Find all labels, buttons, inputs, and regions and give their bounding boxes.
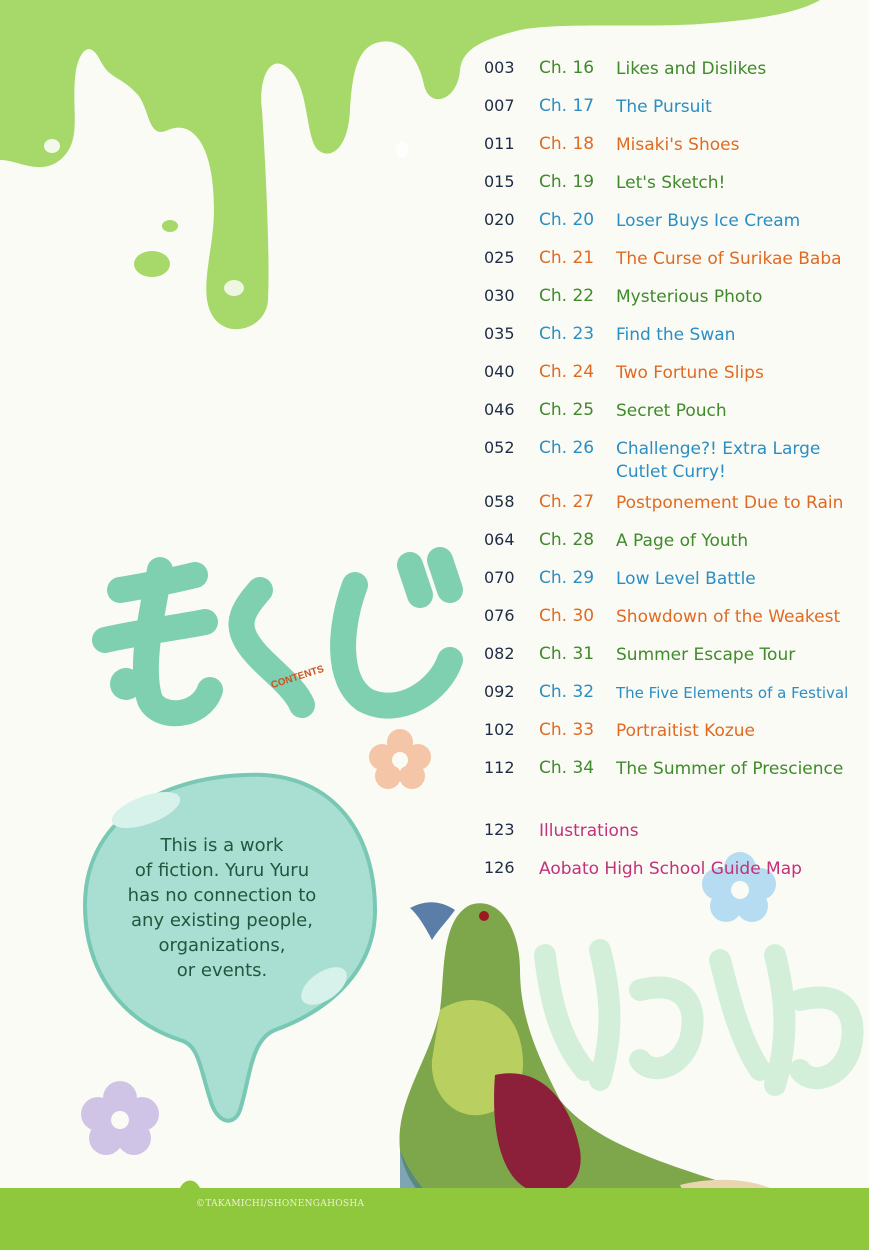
toc-page-number: 092 <box>484 682 515 701</box>
toc-chapter-title: The Pursuit <box>616 97 712 117</box>
toc-chapter-number: Ch. 19 <box>539 172 595 192</box>
toc-page-number: 020 <box>484 210 515 229</box>
toc-chapter-number: Ch. 29 <box>539 568 595 588</box>
toc-chapter-title: Two Fortune Slips <box>616 363 764 383</box>
toc-chapter-number: Ch. 23 <box>539 324 595 344</box>
copyright-text: ©TAKAMICHI/SHONENGAHOSHA <box>196 1199 365 1209</box>
toc-page-number: 025 <box>484 248 515 267</box>
toc-extra-title: Aobato High School Guide Map <box>539 859 802 879</box>
notice-line: This is a work <box>160 835 284 856</box>
toc-chapter-number: Ch. 18 <box>539 134 595 154</box>
toc-chapter-title: Low Level Battle <box>616 569 756 589</box>
toc-chapter-title: Postponement Due to Rain <box>616 493 844 513</box>
toc-chapter-title: The Summer of Prescience <box>616 759 844 779</box>
toc-page-number: 040 <box>484 362 515 381</box>
toc-chapter-number: Ch. 26 <box>539 438 595 458</box>
toc-page-number: 011 <box>484 134 515 153</box>
toc-chapter-number: Ch. 16 <box>539 58 595 78</box>
toc-page-number: 102 <box>484 720 515 739</box>
toc-chapter-title: The Curse of Surikae Baba <box>616 249 842 269</box>
toc-chapter-number: Ch. 33 <box>539 720 595 740</box>
toc-chapter-title: Misaki's Shoes <box>616 135 740 155</box>
toc-chapter-number: Ch. 21 <box>539 248 595 268</box>
toc-chapter-number: Ch. 24 <box>539 362 595 382</box>
toc-page-number: 046 <box>484 400 515 419</box>
toc-chapter-number: Ch. 22 <box>539 286 595 306</box>
toc-page-number: 126 <box>484 858 515 877</box>
notice-line: of fiction. Yuru Yuru <box>134 860 310 881</box>
toc-chapter-title: Likes and Dislikes <box>616 59 767 79</box>
toc-chapter-title: Summer Escape Tour <box>616 645 796 665</box>
toc-page-number: 007 <box>484 96 515 115</box>
toc-chapter-title: Loser Buys Ice Cream <box>616 211 801 231</box>
flower-decoration <box>369 729 431 789</box>
toc-chapter-title: Secret Pouch <box>616 401 727 421</box>
toc-chapter-title: Let's Sketch! <box>616 173 726 193</box>
mokuji-title-art <box>105 560 450 713</box>
toc-page-number: 015 <box>484 172 515 191</box>
fiction-notice <box>112 833 332 983</box>
toc-chapter-title-line: Challenge?! Extra Large <box>616 439 821 459</box>
toc-page-number: 058 <box>484 492 515 511</box>
toc-chapter-number: Ch. 25 <box>539 400 595 420</box>
toc-chapter-number: Ch. 28 <box>539 530 595 550</box>
toc-page-number: 030 <box>484 286 515 305</box>
toc-chapter-title: Showdown of the Weakest <box>616 607 841 627</box>
contents-label: CONTENTS <box>269 663 326 692</box>
toc-chapter-number: Ch. 31 <box>539 644 595 664</box>
toc-chapter-title-line: Cutlet Curry! <box>616 462 726 482</box>
notice-line: organizations, <box>158 935 286 956</box>
toc-page-number: 003 <box>484 58 515 77</box>
toc-chapter-title <box>616 438 820 484</box>
notice-line: any existing people, <box>131 910 313 931</box>
toc-chapter-number: Ch. 30 <box>539 606 595 626</box>
toc-chapter-title: Mysterious Photo <box>616 287 763 307</box>
flower-decoration <box>81 1081 159 1155</box>
grass-strip <box>0 1181 869 1250</box>
toc-chapter-title: Portraitist Kozue <box>616 721 756 741</box>
yuru-yuri-logo-art <box>545 950 853 1085</box>
toc-page-number: 064 <box>484 530 515 549</box>
toc-chapter-title: A Page of Youth <box>616 531 749 551</box>
toc-chapter-number: Ch. 27 <box>539 492 595 512</box>
toc-page-number: 035 <box>484 324 515 343</box>
toc-chapter-number: Ch. 17 <box>539 96 595 116</box>
toc-page-number: 082 <box>484 644 515 663</box>
toc-extra-title: Illustrations <box>539 821 639 841</box>
toc-page-number: 112 <box>484 758 515 777</box>
toc-chapter-title: Find the Swan <box>616 325 736 345</box>
notice-line: or events. <box>176 960 268 981</box>
toc-chapter-number: Ch. 34 <box>539 758 595 778</box>
slime-drip <box>0 0 820 329</box>
notice-line: has no connection to <box>127 885 317 906</box>
toc-chapter-number: Ch. 32 <box>539 682 595 702</box>
toc-page-number: 123 <box>484 820 515 839</box>
toc-chapter-number: Ch. 20 <box>539 210 595 230</box>
toc-chapter-title: The Five Elements of a Festival <box>616 684 849 702</box>
toc-page-number: 052 <box>484 438 515 457</box>
toc-page-number: 076 <box>484 606 515 625</box>
toc-page-number: 070 <box>484 568 515 587</box>
